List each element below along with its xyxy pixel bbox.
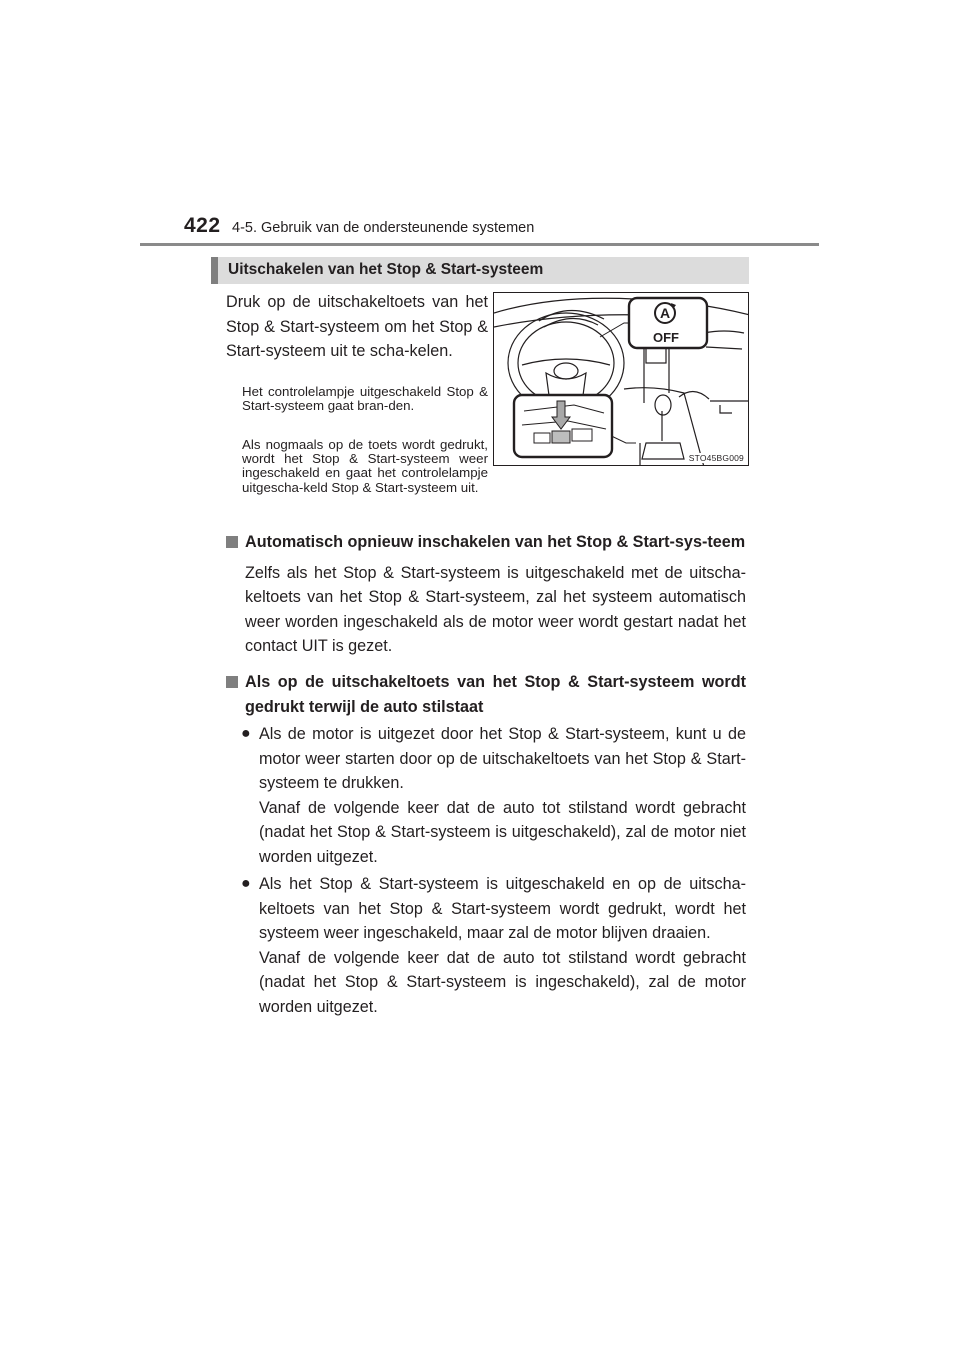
off-switch-callout bbox=[629, 298, 707, 348]
inset-detail bbox=[514, 395, 612, 457]
circle-bullet-icon: ● bbox=[241, 875, 251, 892]
subsection-title: Als op de uitschakeltoets van het Stop & Start-systeem wordt gedrukt terwijl de auto stilstaat bbox=[245, 673, 746, 716]
section-heading bbox=[211, 257, 749, 284]
list-item-text-2: Vanaf de volgende keer dat de auto tot stilstand wordt gebracht (nadat het Stop & Start-systeem is uitgeschakeld), zal de motor niet worden uitgezet. bbox=[259, 798, 746, 866]
note-1: Het controlelampje uitgeschakeld Stop & Start-systeem gaat bran-den. bbox=[242, 384, 488, 414]
section-title: Uitschakelen van het Stop & Start-systeem bbox=[228, 261, 544, 278]
subsection-title: Automatisch opnieuw inschakelen van het Stop & Start-sys-teem bbox=[245, 533, 746, 551]
circle-bullet-icon: ● bbox=[241, 725, 251, 742]
intro-paragraph: Druk op de uitschakeltoets van het Stop & Start-systeem om het Stop & Start-systeem uit te scha-kelen. bbox=[226, 293, 488, 360]
dashboard-drawing bbox=[494, 293, 749, 466]
subsection-heading bbox=[226, 530, 746, 555]
list-item bbox=[226, 872, 746, 1019]
subsection-auto-reenable bbox=[226, 530, 746, 659]
note-2: Als nogmaals op de toets wordt gedrukt, wordt het Stop & Start-systeem weer ingeschakeld en gaat het controlelampje uitgescha-keld Stop & Start-systeem uit. bbox=[242, 437, 488, 495]
page-number: 422 bbox=[184, 214, 221, 237]
list-item-text-2: Vanaf de volgende keer dat de auto tot stilstand wordt gebracht (nadat het Stop & Start-systeem is ingeschakeld), zal de motor worden uitgezet. bbox=[259, 948, 746, 1016]
dashboard-illustration bbox=[493, 292, 749, 466]
header-rule bbox=[140, 243, 819, 246]
list-item bbox=[226, 722, 746, 869]
list-item-text: Als de motor is uitgezet door het Stop & Start-systeem, kunt u de motor weer starten door op de uitschakeltoets van het Stop & Start-systeem te drukken. bbox=[259, 725, 746, 792]
chapter-title: 4-5. Gebruik van de ondersteunende systemen bbox=[232, 220, 535, 236]
square-bullet-icon bbox=[226, 676, 238, 688]
list-item-text: Als het Stop & Start-systeem is uitgeschakeld en op de uitscha-keltoets van het Stop & Start-systeem wordt gedrukt, wordt het systeem weer ingeschakeld, maar zal de motor blijven draaien. bbox=[259, 875, 746, 942]
subsection-pressed-stationary bbox=[226, 670, 746, 1019]
figure-code: STO45BG009 bbox=[688, 453, 744, 463]
subsection-heading bbox=[226, 670, 746, 719]
switch-letter: A bbox=[659, 305, 671, 321]
switch-off-label: OFF bbox=[653, 330, 679, 345]
square-bullet-icon bbox=[226, 536, 238, 548]
subsection-body: Zelfs als het Stop & Start-systeem is uitgeschakeld met de uitscha-keltoets van het Stop & Start-systeem, zal het systeem automatisch weer worden ingeschakeld als de motor weer wordt gestart nadat het contact UIT is gezet. bbox=[245, 563, 746, 655]
